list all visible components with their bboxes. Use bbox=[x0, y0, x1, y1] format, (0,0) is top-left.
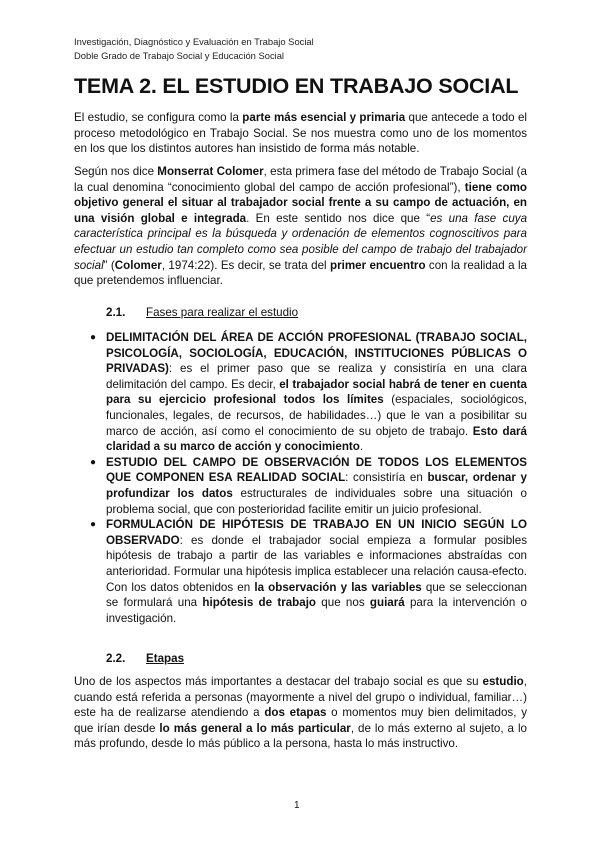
header-course-title: Investigación, Diagnóstico y Evaluación en Trabajo Social bbox=[74, 36, 314, 47]
section-label: Etapas bbox=[146, 652, 185, 665]
paragraph-colomer: Según nos dice Monserrat Colomer, esta primera fase del método de Trabajo Social (a la cual denomina “conocimiento global del campo de acción profesional”), tiene como objetivo general el situar al trabajador social frente a su campo de actuación, en una visión global e integrada. En este sentido nos dice que “es una fase cuya característica principal es la búsqueda y ordenación de elementos cognoscitivos para efectuar un estudio tan completo como sea posible del campo de trabajo del trabajador social” (Colomer, 1974:22). Es decir, se trata del primer encuentro con la realidad a la que pretendemos influenciar. bbox=[74, 165, 528, 288]
section-number: 2.2. bbox=[106, 652, 126, 665]
section-heading-etapas bbox=[106, 652, 184, 665]
page-title: TEMA 2. EL ESTUDIO EN TRABAJO SOCIAL bbox=[74, 74, 519, 98]
section-label: Fases para realizar el estudio bbox=[146, 306, 299, 319]
list-item: ● DELIMITACIÓN DEL ÁREA DE ACCIÓN PROFESIONAL (TRABAJO SOCIAL, PSICOLOGÍA, SOCIOLOGÍA, EDUCACIÓN, INSTITUCIONES PÚBLICAS O PRIVADAS): es el primer paso que se realiza y consistiría en una clara delimitación del campo. Es decir, el trabajador social habrá de tener en cuenta para su ejercicio profesional todos los límites (espaciales, sociológicos, funcionales, legales, de recursos, de habilidades…) que le van a posibilitar su marco de acción, así como el conocimiento de su objeto de trabajo. Esto dará claridad a su marco de acción y conocimiento. bbox=[90, 331, 527, 454]
bullet-icon: ● bbox=[90, 332, 97, 343]
list-item: ● ESTUDIO DEL CAMPO DE OBSERVACIÓN DE TODOS LOS ELEMENTOS QUE COMPONEN ESA REALIDAD SOCIAL: consistiría en buscar, ordenar y profundizar los datos estructurales de individuales sobre una situación o problema social, que con posterioridad facilite emitir un juicio profesional. bbox=[90, 455, 528, 516]
bullet-icon: ● bbox=[90, 519, 97, 531]
phases-list bbox=[90, 330, 527, 626]
page-number: 1 bbox=[294, 800, 300, 811]
section-heading-fases bbox=[106, 306, 298, 319]
list-item: ● FORMULACIÓN DE HIPÓTESIS DE TRABAJO EN UN INICIO SEGÚN LO OBSERVADO: es donde el trabajador social empieza a formular posibles hipótesis de trabajo a partir de las variables e informaciones abstraídas con anterioridad. Formular una hipótesis implica establecer una relación causa-efecto. Con los datos obtenidos en la observación y las variables que se seleccionan se formulará una hipótesis de trabajo que nos guiará para la intervención o investigación. bbox=[90, 518, 528, 625]
header-degree: Doble Grado de Trabajo Social y Educación Social bbox=[74, 50, 285, 61]
bullet-icon: ● bbox=[90, 456, 97, 468]
paragraph-intro: El estudio, se configura como la parte más esencial y primaria que antecede a todo el proceso metodológico en Trabajo Social. Se nos muestra como uno de los momentos en los que los distintos autores han insistido de forma más notable. bbox=[74, 111, 527, 156]
paragraph-etapas: Uno de los aspectos más importantes a destacar del trabajo social es que su estudio, cuando está referida a personas (mayormente a nivel del grupo o individual, familiar…) este ha de realizarse atendiendo a dos etapas o momentos muy bien delimitados, y que irían desde lo más general a lo más particular, de lo más externo al sujeto, a lo más profundo, desde lo más público a la persona, hasta lo más instructivo. bbox=[74, 675, 528, 751]
section-number: 2.1. bbox=[106, 306, 126, 319]
